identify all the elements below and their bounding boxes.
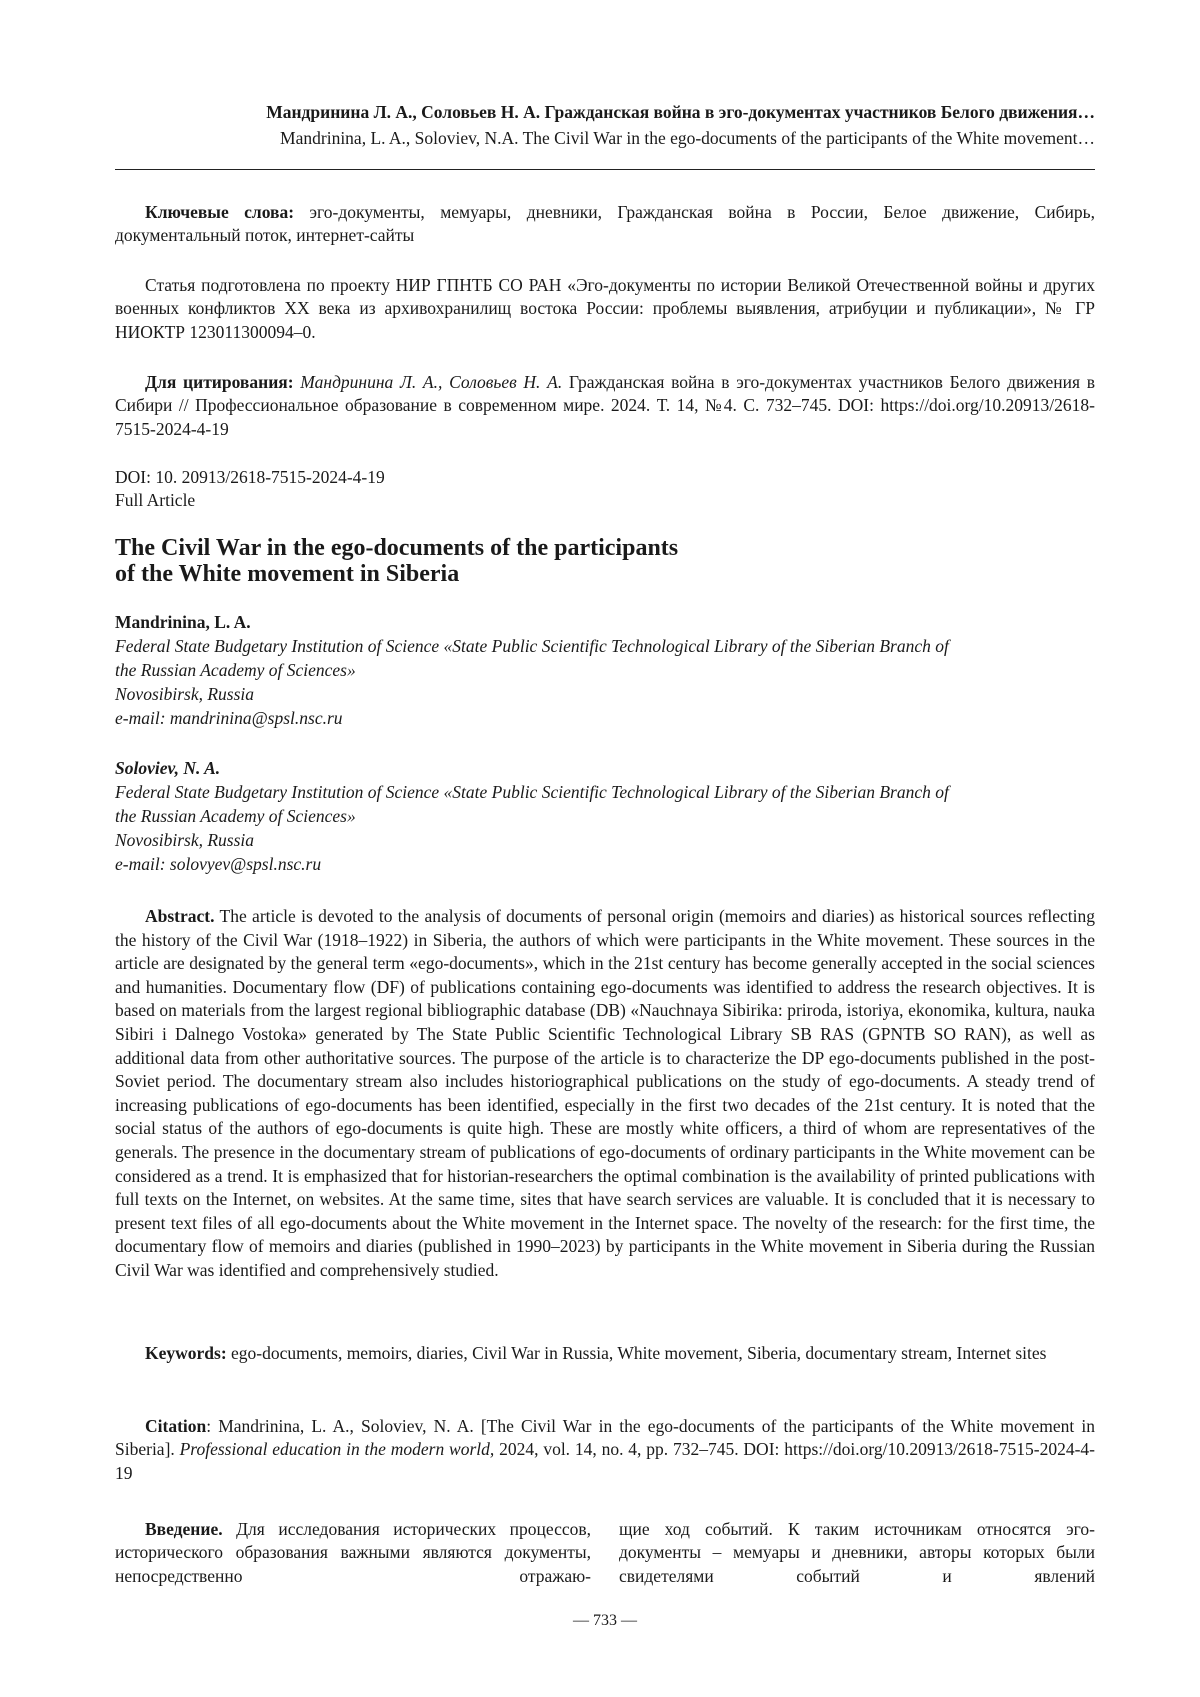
title-line-2: of the White movement in Siberia (115, 561, 875, 587)
abstract-label: Abstract. (145, 906, 215, 926)
journal-page (115, 0, 1095, 1697)
ru-keywords (115, 201, 1095, 248)
header-divider (115, 169, 1095, 170)
author-block-1 (115, 610, 1095, 730)
author-name: Mandrinina, L. A. (115, 610, 1095, 634)
intro-left-column (115, 1518, 591, 1588)
author-affiliation-line-1: Federal State Budgetary Institution of Science «State Public Scientific Technological Library of the Siberian Branch of (115, 780, 1095, 804)
article-title (115, 535, 875, 587)
doi-line: DOI: 10. 20913/2618-7515-2024-4-19 (115, 466, 1095, 489)
en-citation-text-1: : Mandrinina, L. A., Soloviev, N. A. [The Civil War in the ego-documents of the participants of the White movement in Siberia]. (115, 1416, 1095, 1459)
ru-citation (115, 371, 1095, 441)
en-keywords-text: ego-documents, memoirs, diaries, Civil War in Russia, White movement, Siberia, documentary stream, Internet sites (227, 1343, 1047, 1363)
ru-citation-authors: Мандринина Л. А., Соловьев Н. А. (294, 372, 563, 392)
doi-block (115, 466, 1095, 513)
en-keywords (115, 1342, 1095, 1365)
author-affiliation-line-2: the Russian Academy of Sciences» (115, 658, 1095, 682)
intro-right-column: щие ход событий. К таким источникам относятся эго-документы – мемуары и дневники, авторы которых были свидетелями событий и явлений (619, 1518, 1095, 1588)
page-number: — 733 — (115, 1612, 1095, 1630)
running-header-ru: Мандринина Л. А., Соловьев Н. А. Гражданская война в эго-документах участников Белого движения… (266, 102, 1095, 123)
ru-keywords-label: Ключевые слова: (145, 202, 294, 222)
intro-label: Введение. (145, 1519, 223, 1539)
title-line-1: The Civil War in the ego-documents of the participants (115, 535, 875, 561)
running-header-en: Mandrinina, L. A., Soloviev, N.A. The Civil War in the ego-documents of the participants of the White movement… (280, 128, 1095, 149)
en-keywords-label: Keywords: (145, 1343, 227, 1363)
en-citation-journal: Professional education in the modern world, (180, 1439, 495, 1459)
ru-citation-text: Гражданская война в эго-документах участников Белого движения в Сибири // Профессиональное образование в современном мире. 2024. Т. 14, №4. С. 732–745. DOI: https://doi.org/10.20913/2618-7515-2024-4-19 (115, 372, 1095, 439)
author-block-2 (115, 756, 1095, 876)
en-citation-label: Citation (145, 1416, 206, 1436)
intro-left-text: Для исследования исторических процессов, исторического образования важными являются документы, непосредственно отражаю- (115, 1519, 591, 1586)
author-name: Soloviev, N. A. (115, 756, 1095, 780)
author-affiliation-line-2: the Russian Academy of Sciences» (115, 804, 1095, 828)
ru-keywords-text: эго-документы, мемуары, дневники, Гражданская война в России, Белое движение, Сибирь, документальный поток, интернет-сайты (115, 202, 1095, 245)
author-affiliation-line-1: Federal State Budgetary Institution of Science «State Public Scientific Technological Library of the Siberian Branch of (115, 634, 1095, 658)
abstract-text: The article is devoted to the analysis of documents of personal origin (memoirs and diaries) as historical sources reflecting the history of the Civil War (1918–1922) in Siberia, the authors of which were participants in the White movement. These sources in the article are designated by the general term «ego-documents», which in the 21st century has become generally accepted in the social sciences and humanities. Documentary flow (DF) of publications containing ego-documents was identified to address the research objectives. It is based on materials from the largest regional bibliographic database (DB) «Nauchnaya Sibirika: priroda, istoriya, ekonomika, kultura, nauka Sibiri i Dalnego Vostoka» generated by The State Public Scientific Technological Library SB RAS (GPNTB SO RAN), as well as additional data from other authoritative sources. The purpose of the article is to characterize the DP ego-documents published in the post-Soviet period. The documentary stream also includes historiographical publications on the study of ego-documents. A steady trend of increasing publications of ego-documents has been identified, especially in the first two decades of the 21st century. It is noted that the social status of the authors of ego-documents is quite high. These are mostly white officers, a third of whom are representatives of the generals. The presence in the documentary stream of publications of ego-documents of ordinary participants in the White movement can be considered as a trend. It is emphasized that for historian-researchers the optimal combination is the availability of printed publications with full texts on the Internet, on websites. At the same time, sites that have search services are valuable. It is concluded that it is necessary to present text files of all ego-documents about the White movement in the Internet space. The novelty of the research: for the first time, the documentary flow of memoirs and diaries (published in 1990–2023) by participants in the White movement in Siberia during the Russian Civil War was identified and comprehensively studied. (115, 906, 1095, 1280)
author-email: e-mail: mandrinina@spsl.nsc.ru (115, 706, 1095, 730)
en-citation-text-2: 2024, vol. 14, no. 4, pp. 732–745. DOI: https://doi.org/10.20913/2618-7515-2024-4-19 (115, 1439, 1095, 1482)
article-type: Full Article (115, 489, 1095, 512)
ru-funding-note: Статья подготовлена по проекту НИР ГПНТБ СО РАН «Эго-документы по истории Великой Отечественной войны и других военных конфликтов XX века из архивохранилищ востока России: проблемы выявления, атрибуции и публикации», № ГР НИОКТР 123011300094–0. (115, 274, 1095, 344)
author-city: Novosibirsk, Russia (115, 828, 1095, 852)
author-email: e-mail: solovyev@spsl.nsc.ru (115, 852, 1095, 876)
abstract (115, 905, 1095, 1283)
ru-citation-label: Для цитирования: (145, 372, 294, 392)
author-city: Novosibirsk, Russia (115, 682, 1095, 706)
en-citation (115, 1415, 1095, 1485)
